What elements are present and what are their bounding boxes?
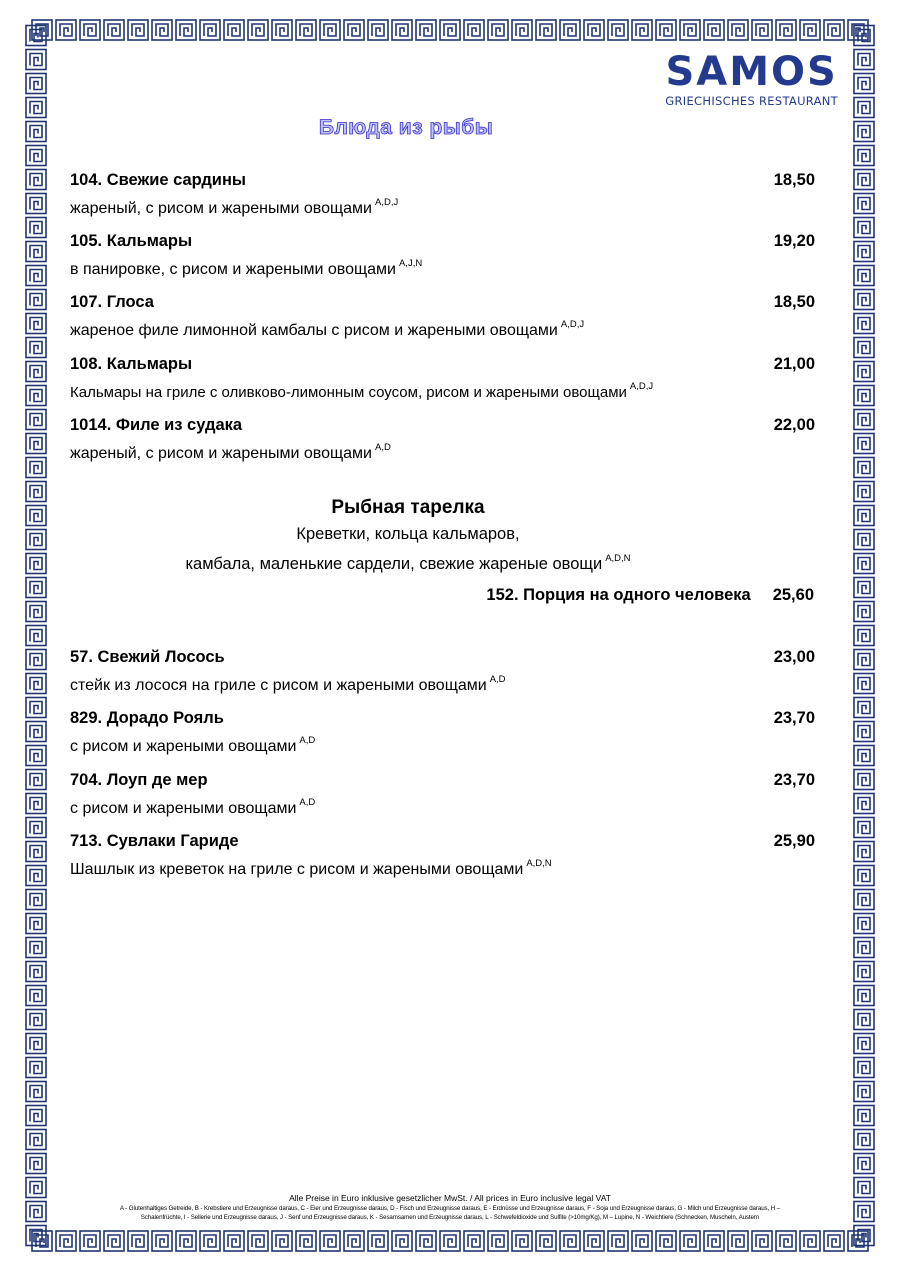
allergen-codes: A,D,N xyxy=(526,858,552,869)
item-description: жареное филе лимонной камбалы с рисом и жареными овощами xyxy=(70,322,558,339)
allergen-codes: A,D,J xyxy=(374,197,399,208)
item-name: 713. Сувлаки Гариде xyxy=(70,832,239,850)
footer xyxy=(60,1193,840,1222)
logo-subtitle: GRIECHISCHES RESTAURANT xyxy=(665,94,838,108)
greek-key-border-bottom xyxy=(24,1229,876,1253)
menu-item xyxy=(70,771,815,818)
allergen-codes: A,D xyxy=(299,735,316,746)
menu-item xyxy=(70,648,815,695)
allergen-codes: A,D xyxy=(489,674,506,685)
allergen-legend-line1: A - Glutenhaltiges Getreide, B - Krebstiere und Erzeugnisse daraus, C - Eier und Erzeugnisse daraus, D - Fisch und Erzeugnisse daraus, E - Erdnüsse und Erzeugnisse daraus, F - Soja und Erzeugnisse daraus, G - Milch und Erzeugnisse daraus, H – xyxy=(119,1205,781,1212)
item-description: с рисом и жареными овощами xyxy=(70,738,297,755)
item-price: 23,70 xyxy=(773,771,815,789)
allergen-codes: A,D,J xyxy=(560,319,585,330)
item-price: 18,50 xyxy=(773,293,815,311)
platter-description-line1: Креветки, кольца кальмаров, xyxy=(296,525,520,543)
item-description: Кальмары на гриле с оливково-лимонным соусом, рисом и жареными овощами xyxy=(70,384,627,401)
item-description: в панировке, с рисом и жареными овощами xyxy=(70,261,396,278)
item-description: жареный, с рисом и жареными овощами xyxy=(70,200,372,217)
vat-note: Alle Preise in Euro inklusive gesetzlicher MwSt. / All prices in Euro inclusive legal VAT xyxy=(289,1193,611,1203)
menu-item xyxy=(70,232,815,279)
item-price: 23,70 xyxy=(773,709,815,727)
item-name: 704. Лоуп де мер xyxy=(70,771,208,789)
item-price: 21,00 xyxy=(773,355,815,373)
item-name: 57. Свежий Лосось xyxy=(70,648,225,666)
menu-item xyxy=(70,355,815,401)
item-price: 19,20 xyxy=(773,232,815,250)
portion-price: 25,60 xyxy=(772,586,814,604)
greek-key-border-right xyxy=(852,18,876,1253)
item-price: 18,50 xyxy=(773,171,815,189)
allergen-codes: A,J,N xyxy=(398,258,423,269)
page-title: Блюда из рыбы xyxy=(318,116,494,139)
allergen-codes: A,D,J xyxy=(629,381,654,392)
menu-item xyxy=(70,416,815,463)
allergen-codes: A,D,N xyxy=(605,553,631,564)
item-name: 107. Глоса xyxy=(70,293,154,311)
item-name: 104. Свежие сардины xyxy=(70,171,246,189)
menu-item xyxy=(70,832,815,879)
item-description: Шашлык из креветок на гриле с рисом и жареными овощами xyxy=(70,861,524,878)
restaurant-logo xyxy=(665,49,838,108)
allergen-codes: A,D xyxy=(374,442,391,453)
menu-item xyxy=(70,709,815,756)
item-price: 23,00 xyxy=(773,648,815,666)
portion-name: 152. Порция на одного человека xyxy=(486,586,751,604)
allergen-legend-line2: Schalenfrüchte, I - Sellerie und Erzeugnisse daraus, J - Senf und Erzeugnisse daraus, K - Sesamsamen und Erzeugnisse daraus, L - Schwefeldioxide und Sulfite (>10mg/Kg), M – Lupine, N - Weichtiere (Schnecken, Muscheln, Austern xyxy=(140,1214,760,1221)
item-name: 105. Кальмары xyxy=(70,232,193,250)
item-price: 22,00 xyxy=(773,416,815,434)
item-price: 25,90 xyxy=(773,832,815,850)
item-name: 108. Кальмары xyxy=(70,355,193,373)
logo-name: SAMOS xyxy=(665,49,838,95)
item-description: стейк из лосося на гриле с рисом и жареными овощами xyxy=(70,677,487,694)
item-name: 829. Дорадо Рояль xyxy=(70,709,224,727)
platter-description-line2-wrap xyxy=(0,553,816,574)
item-description: жареный, с рисом и жареными овощами xyxy=(70,445,372,462)
platter-description-line2: камбала, маленькие сардели, свежие жареные овощи xyxy=(185,555,603,573)
greek-key-border-top xyxy=(24,18,876,42)
platter-portion xyxy=(486,586,814,605)
allergen-codes: A,D xyxy=(299,797,316,808)
greek-key-border-left xyxy=(24,18,48,1253)
menu-item xyxy=(70,171,815,218)
item-name: 1014. Филе из судака xyxy=(70,416,243,434)
platter-title: Рыбная тарелка xyxy=(331,497,485,518)
menu-item xyxy=(70,293,815,340)
item-description: с рисом и жареными овощами xyxy=(70,800,297,817)
